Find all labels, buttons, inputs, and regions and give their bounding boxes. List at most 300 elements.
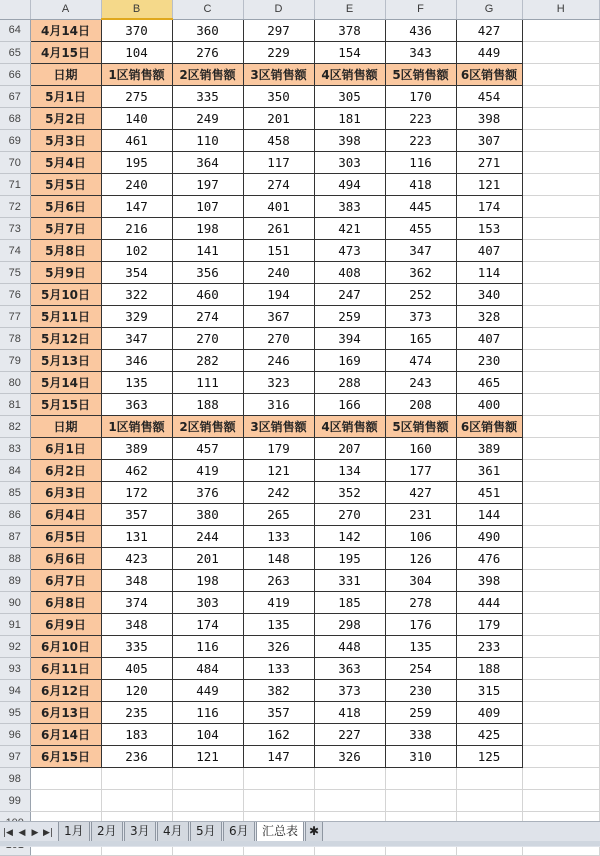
value-cell[interactable]: 335 [101,636,172,658]
column-header-b[interactable]: B [101,0,172,19]
cell[interactable] [522,482,600,504]
cell[interactable] [522,218,600,240]
sheet-tab[interactable]: 3月 [124,822,156,842]
value-cell[interactable]: 427 [385,482,456,504]
date-cell[interactable]: 5月9日 [30,262,101,284]
cell[interactable] [522,174,600,196]
value-cell[interactable]: 263 [243,570,314,592]
row-number[interactable]: 83 [0,438,30,460]
sheet-tab[interactable]: 4月 [157,822,189,842]
value-cell[interactable]: 398 [456,570,522,592]
cell[interactable] [314,768,385,790]
value-cell[interactable]: 179 [243,438,314,460]
value-cell[interactable]: 373 [385,306,456,328]
header-cell-sales[interactable]: 5区销售额 [385,64,456,86]
value-cell[interactable]: 370 [101,19,172,42]
row-number[interactable]: 70 [0,152,30,174]
value-cell[interactable]: 303 [314,152,385,174]
value-cell[interactable]: 116 [172,702,243,724]
value-cell[interactable]: 271 [456,152,522,174]
value-cell[interactable]: 229 [243,42,314,64]
value-cell[interactable]: 107 [172,196,243,218]
value-cell[interactable]: 298 [314,614,385,636]
cell[interactable] [243,790,314,812]
value-cell[interactable]: 407 [456,328,522,350]
row-number[interactable]: 95 [0,702,30,724]
row-number[interactable]: 89 [0,570,30,592]
sheet-tab[interactable]: 5月 [190,822,222,842]
value-cell[interactable]: 282 [172,350,243,372]
value-cell[interactable]: 303 [172,592,243,614]
row-number[interactable]: 96 [0,724,30,746]
value-cell[interactable]: 181 [314,108,385,130]
value-cell[interactable]: 179 [456,614,522,636]
value-cell[interactable]: 363 [101,394,172,416]
sheet-tab[interactable]: 汇总表 [256,822,304,842]
value-cell[interactable]: 449 [456,42,522,64]
date-cell[interactable]: 5月11日 [30,306,101,328]
value-cell[interactable]: 135 [101,372,172,394]
cell[interactable] [456,790,522,812]
value-cell[interactable]: 462 [101,460,172,482]
value-cell[interactable]: 347 [385,240,456,262]
cell[interactable] [522,152,600,174]
select-all-corner[interactable] [0,0,30,19]
cell[interactable] [522,658,600,680]
value-cell[interactable]: 135 [243,614,314,636]
value-cell[interactable]: 240 [243,262,314,284]
value-cell[interactable]: 354 [101,262,172,284]
row-number[interactable]: 97 [0,746,30,768]
value-cell[interactable]: 188 [456,658,522,680]
date-cell[interactable]: 6月11日 [30,658,101,680]
value-cell[interactable]: 278 [385,592,456,614]
date-cell[interactable]: 4月14日 [30,19,101,42]
cell[interactable] [522,526,600,548]
cell[interactable] [30,768,101,790]
row-number[interactable]: 72 [0,196,30,218]
value-cell[interactable]: 367 [243,306,314,328]
value-cell[interactable]: 172 [101,482,172,504]
header-cell-sales[interactable]: 3区销售额 [243,64,314,86]
cell[interactable] [522,702,600,724]
column-header-a[interactable]: A [30,0,101,19]
value-cell[interactable]: 133 [243,526,314,548]
date-cell[interactable]: 6月2日 [30,460,101,482]
value-cell[interactable]: 240 [101,174,172,196]
value-cell[interactable]: 423 [101,548,172,570]
value-cell[interactable]: 297 [243,19,314,42]
value-cell[interactable]: 254 [385,658,456,680]
value-cell[interactable]: 151 [243,240,314,262]
row-number[interactable]: 65 [0,42,30,64]
value-cell[interactable]: 246 [243,350,314,372]
value-cell[interactable]: 322 [101,284,172,306]
row-number[interactable]: 64 [0,19,30,42]
value-cell[interactable]: 230 [456,350,522,372]
cell[interactable] [522,746,600,768]
value-cell[interactable]: 230 [385,680,456,702]
value-cell[interactable]: 419 [172,460,243,482]
value-cell[interactable]: 305 [314,86,385,108]
value-cell[interactable]: 465 [456,372,522,394]
header-cell-sales[interactable]: 2区销售额 [172,64,243,86]
value-cell[interactable]: 362 [385,262,456,284]
value-cell[interactable]: 147 [243,746,314,768]
value-cell[interactable]: 445 [385,196,456,218]
date-cell[interactable]: 5月10日 [30,284,101,306]
row-number[interactable]: 67 [0,86,30,108]
row-number[interactable]: 79 [0,350,30,372]
value-cell[interactable]: 270 [172,328,243,350]
value-cell[interactable]: 421 [314,218,385,240]
value-cell[interactable]: 117 [243,152,314,174]
value-cell[interactable]: 407 [456,240,522,262]
date-cell[interactable]: 6月12日 [30,680,101,702]
value-cell[interactable]: 244 [172,526,243,548]
value-cell[interactable]: 162 [243,724,314,746]
date-cell[interactable]: 6月7日 [30,570,101,592]
row-number[interactable]: 86 [0,504,30,526]
value-cell[interactable]: 394 [314,328,385,350]
value-cell[interactable]: 131 [101,526,172,548]
header-cell-sales[interactable]: 6区销售额 [456,416,522,438]
value-cell[interactable]: 436 [385,19,456,42]
cell[interactable] [101,768,172,790]
value-cell[interactable]: 198 [172,218,243,240]
header-cell-sales[interactable]: 4区销售额 [314,416,385,438]
value-cell[interactable]: 236 [101,746,172,768]
value-cell[interactable]: 135 [385,636,456,658]
date-cell[interactable]: 6月4日 [30,504,101,526]
cell[interactable] [522,416,600,438]
value-cell[interactable]: 259 [385,702,456,724]
value-cell[interactable]: 350 [243,86,314,108]
cell[interactable] [522,262,600,284]
cell[interactable] [522,19,600,42]
date-cell[interactable]: 5月6日 [30,196,101,218]
value-cell[interactable]: 474 [385,350,456,372]
row-number[interactable]: 84 [0,460,30,482]
date-cell[interactable]: 6月3日 [30,482,101,504]
cell[interactable] [172,768,243,790]
row-number[interactable]: 80 [0,372,30,394]
cell[interactable] [522,548,600,570]
value-cell[interactable]: 153 [456,218,522,240]
value-cell[interactable]: 270 [314,504,385,526]
column-header-h[interactable]: H [522,0,600,19]
value-cell[interactable]: 140 [101,108,172,130]
value-cell[interactable]: 207 [314,438,385,460]
value-cell[interactable]: 389 [456,438,522,460]
date-cell[interactable]: 5月13日 [30,350,101,372]
value-cell[interactable]: 276 [172,42,243,64]
value-cell[interactable]: 398 [314,130,385,152]
value-cell[interactable]: 216 [101,218,172,240]
value-cell[interactable]: 121 [456,174,522,196]
cell[interactable] [522,438,600,460]
row-number[interactable]: 85 [0,482,30,504]
value-cell[interactable]: 348 [101,614,172,636]
header-cell-sales[interactable]: 1区销售额 [101,416,172,438]
date-cell[interactable]: 4月15日 [30,42,101,64]
value-cell[interactable]: 102 [101,240,172,262]
last-sheet-icon[interactable]: ▶| [43,828,53,838]
cell[interactable] [30,790,101,812]
value-cell[interactable]: 265 [243,504,314,526]
value-cell[interactable]: 160 [385,438,456,460]
value-cell[interactable]: 476 [456,548,522,570]
value-cell[interactable]: 304 [385,570,456,592]
cell[interactable] [522,614,600,636]
row-number[interactable]: 81 [0,394,30,416]
date-cell[interactable]: 6月5日 [30,526,101,548]
date-cell[interactable]: 6月1日 [30,438,101,460]
value-cell[interactable]: 121 [172,746,243,768]
value-cell[interactable]: 275 [101,86,172,108]
value-cell[interactable]: 126 [385,548,456,570]
value-cell[interactable]: 458 [243,130,314,152]
date-cell[interactable]: 5月15日 [30,394,101,416]
row-number[interactable]: 99 [0,790,30,812]
cell[interactable] [522,724,600,746]
value-cell[interactable]: 227 [314,724,385,746]
value-cell[interactable]: 425 [456,724,522,746]
column-header-c[interactable]: C [172,0,243,19]
cell[interactable] [522,328,600,350]
cell[interactable] [522,240,600,262]
date-cell[interactable]: 5月2日 [30,108,101,130]
cell[interactable] [522,372,600,394]
value-cell[interactable]: 382 [243,680,314,702]
cell[interactable] [522,790,600,812]
header-cell-sales[interactable]: 3区销售额 [243,416,314,438]
value-cell[interactable]: 142 [314,526,385,548]
value-cell[interactable]: 419 [243,592,314,614]
cell[interactable] [456,768,522,790]
row-number[interactable]: 71 [0,174,30,196]
row-number[interactable]: 78 [0,328,30,350]
row-number[interactable]: 74 [0,240,30,262]
value-cell[interactable]: 338 [385,724,456,746]
row-number[interactable]: 82 [0,416,30,438]
value-cell[interactable]: 174 [456,196,522,218]
value-cell[interactable]: 400 [456,394,522,416]
value-cell[interactable]: 195 [101,152,172,174]
cell[interactable] [522,504,600,526]
value-cell[interactable]: 389 [101,438,172,460]
value-cell[interactable]: 177 [385,460,456,482]
value-cell[interactable]: 274 [172,306,243,328]
cell[interactable] [522,394,600,416]
value-cell[interactable]: 323 [243,372,314,394]
value-cell[interactable]: 261 [243,218,314,240]
cell[interactable] [522,108,600,130]
row-number[interactable]: 73 [0,218,30,240]
row-number[interactable]: 91 [0,614,30,636]
value-cell[interactable]: 121 [243,460,314,482]
date-cell[interactable]: 6月15日 [30,746,101,768]
value-cell[interactable]: 114 [456,262,522,284]
value-cell[interactable]: 270 [243,328,314,350]
value-cell[interactable]: 340 [456,284,522,306]
value-cell[interactable]: 183 [101,724,172,746]
value-cell[interactable]: 201 [172,548,243,570]
value-cell[interactable]: 448 [314,636,385,658]
value-cell[interactable]: 328 [456,306,522,328]
value-cell[interactable]: 331 [314,570,385,592]
value-cell[interactable]: 208 [385,394,456,416]
header-cell-date[interactable]: 日期 [30,64,101,86]
value-cell[interactable]: 185 [314,592,385,614]
value-cell[interactable]: 116 [385,152,456,174]
value-cell[interactable]: 427 [456,19,522,42]
value-cell[interactable]: 357 [101,504,172,526]
value-cell[interactable]: 361 [456,460,522,482]
date-cell[interactable]: 6月9日 [30,614,101,636]
date-cell[interactable]: 6月13日 [30,702,101,724]
value-cell[interactable]: 461 [101,130,172,152]
cell[interactable] [522,636,600,658]
date-cell[interactable]: 5月12日 [30,328,101,350]
value-cell[interactable]: 380 [172,504,243,526]
value-cell[interactable]: 274 [243,174,314,196]
row-number[interactable]: 90 [0,592,30,614]
cell[interactable] [101,790,172,812]
value-cell[interactable]: 363 [314,658,385,680]
value-cell[interactable]: 326 [314,746,385,768]
value-cell[interactable]: 223 [385,130,456,152]
value-cell[interactable]: 231 [385,504,456,526]
row-number[interactable]: 93 [0,658,30,680]
value-cell[interactable]: 378 [314,19,385,42]
value-cell[interactable]: 490 [456,526,522,548]
value-cell[interactable]: 307 [456,130,522,152]
value-cell[interactable]: 401 [243,196,314,218]
value-cell[interactable]: 252 [385,284,456,306]
value-cell[interactable]: 357 [243,702,314,724]
value-cell[interactable]: 373 [314,680,385,702]
column-header-e[interactable]: E [314,0,385,19]
value-cell[interactable]: 194 [243,284,314,306]
value-cell[interactable]: 288 [314,372,385,394]
row-number[interactable]: 76 [0,284,30,306]
value-cell[interactable]: 233 [456,636,522,658]
value-cell[interactable]: 144 [456,504,522,526]
value-cell[interactable]: 451 [456,482,522,504]
date-cell[interactable]: 6月8日 [30,592,101,614]
value-cell[interactable]: 242 [243,482,314,504]
cell[interactable] [172,790,243,812]
cell[interactable] [522,460,600,482]
first-sheet-icon[interactable]: |◀ [3,828,13,838]
header-cell-sales[interactable]: 6区销售额 [456,64,522,86]
row-number[interactable]: 68 [0,108,30,130]
value-cell[interactable]: 166 [314,394,385,416]
cell[interactable] [522,350,600,372]
cell[interactable] [522,86,600,108]
value-cell[interactable]: 364 [172,152,243,174]
value-cell[interactable]: 141 [172,240,243,262]
row-number[interactable]: 94 [0,680,30,702]
value-cell[interactable]: 104 [172,724,243,746]
cell[interactable] [522,284,600,306]
cell[interactable] [522,570,600,592]
cell[interactable] [385,790,456,812]
value-cell[interactable]: 120 [101,680,172,702]
value-cell[interactable]: 110 [172,130,243,152]
value-cell[interactable]: 360 [172,19,243,42]
value-cell[interactable]: 418 [385,174,456,196]
row-number[interactable]: 88 [0,548,30,570]
row-number[interactable]: 75 [0,262,30,284]
value-cell[interactable]: 346 [101,350,172,372]
value-cell[interactable]: 329 [101,306,172,328]
row-number[interactable]: 98 [0,768,30,790]
header-cell-sales[interactable]: 5区销售额 [385,416,456,438]
value-cell[interactable]: 188 [172,394,243,416]
value-cell[interactable]: 223 [385,108,456,130]
header-cell-date[interactable]: 日期 [30,416,101,438]
value-cell[interactable]: 352 [314,482,385,504]
value-cell[interactable]: 444 [456,592,522,614]
value-cell[interactable]: 195 [314,548,385,570]
value-cell[interactable]: 398 [456,108,522,130]
value-cell[interactable]: 176 [385,614,456,636]
value-cell[interactable]: 356 [172,262,243,284]
date-cell[interactable]: 5月1日 [30,86,101,108]
column-header-d[interactable]: D [243,0,314,19]
value-cell[interactable]: 125 [456,746,522,768]
value-cell[interactable]: 111 [172,372,243,394]
value-cell[interactable]: 148 [243,548,314,570]
value-cell[interactable]: 154 [314,42,385,64]
date-cell[interactable]: 5月8日 [30,240,101,262]
sheet-tab[interactable]: 2月 [91,822,123,842]
value-cell[interactable]: 133 [243,658,314,680]
cell[interactable] [522,680,600,702]
date-cell[interactable]: 6月10日 [30,636,101,658]
value-cell[interactable]: 247 [314,284,385,306]
value-cell[interactable]: 201 [243,108,314,130]
value-cell[interactable]: 460 [172,284,243,306]
column-header-g[interactable]: G [456,0,522,19]
cell[interactable] [243,768,314,790]
prev-sheet-icon[interactable]: ◀ [18,828,26,838]
value-cell[interactable]: 484 [172,658,243,680]
value-cell[interactable]: 116 [172,636,243,658]
value-cell[interactable]: 494 [314,174,385,196]
value-cell[interactable]: 409 [456,702,522,724]
value-cell[interactable]: 235 [101,702,172,724]
value-cell[interactable]: 408 [314,262,385,284]
date-cell[interactable]: 6月6日 [30,548,101,570]
column-header-f[interactable]: F [385,0,456,19]
date-cell[interactable]: 5月5日 [30,174,101,196]
cell[interactable] [522,196,600,218]
value-cell[interactable]: 147 [101,196,172,218]
value-cell[interactable]: 326 [243,636,314,658]
date-cell[interactable]: 5月3日 [30,130,101,152]
date-cell[interactable]: 5月14日 [30,372,101,394]
value-cell[interactable]: 376 [172,482,243,504]
value-cell[interactable]: 134 [314,460,385,482]
value-cell[interactable]: 473 [314,240,385,262]
value-cell[interactable]: 197 [172,174,243,196]
header-cell-sales[interactable]: 1区销售额 [101,64,172,86]
new-sheet-icon[interactable]: ✱ [305,822,323,842]
cell[interactable] [385,768,456,790]
